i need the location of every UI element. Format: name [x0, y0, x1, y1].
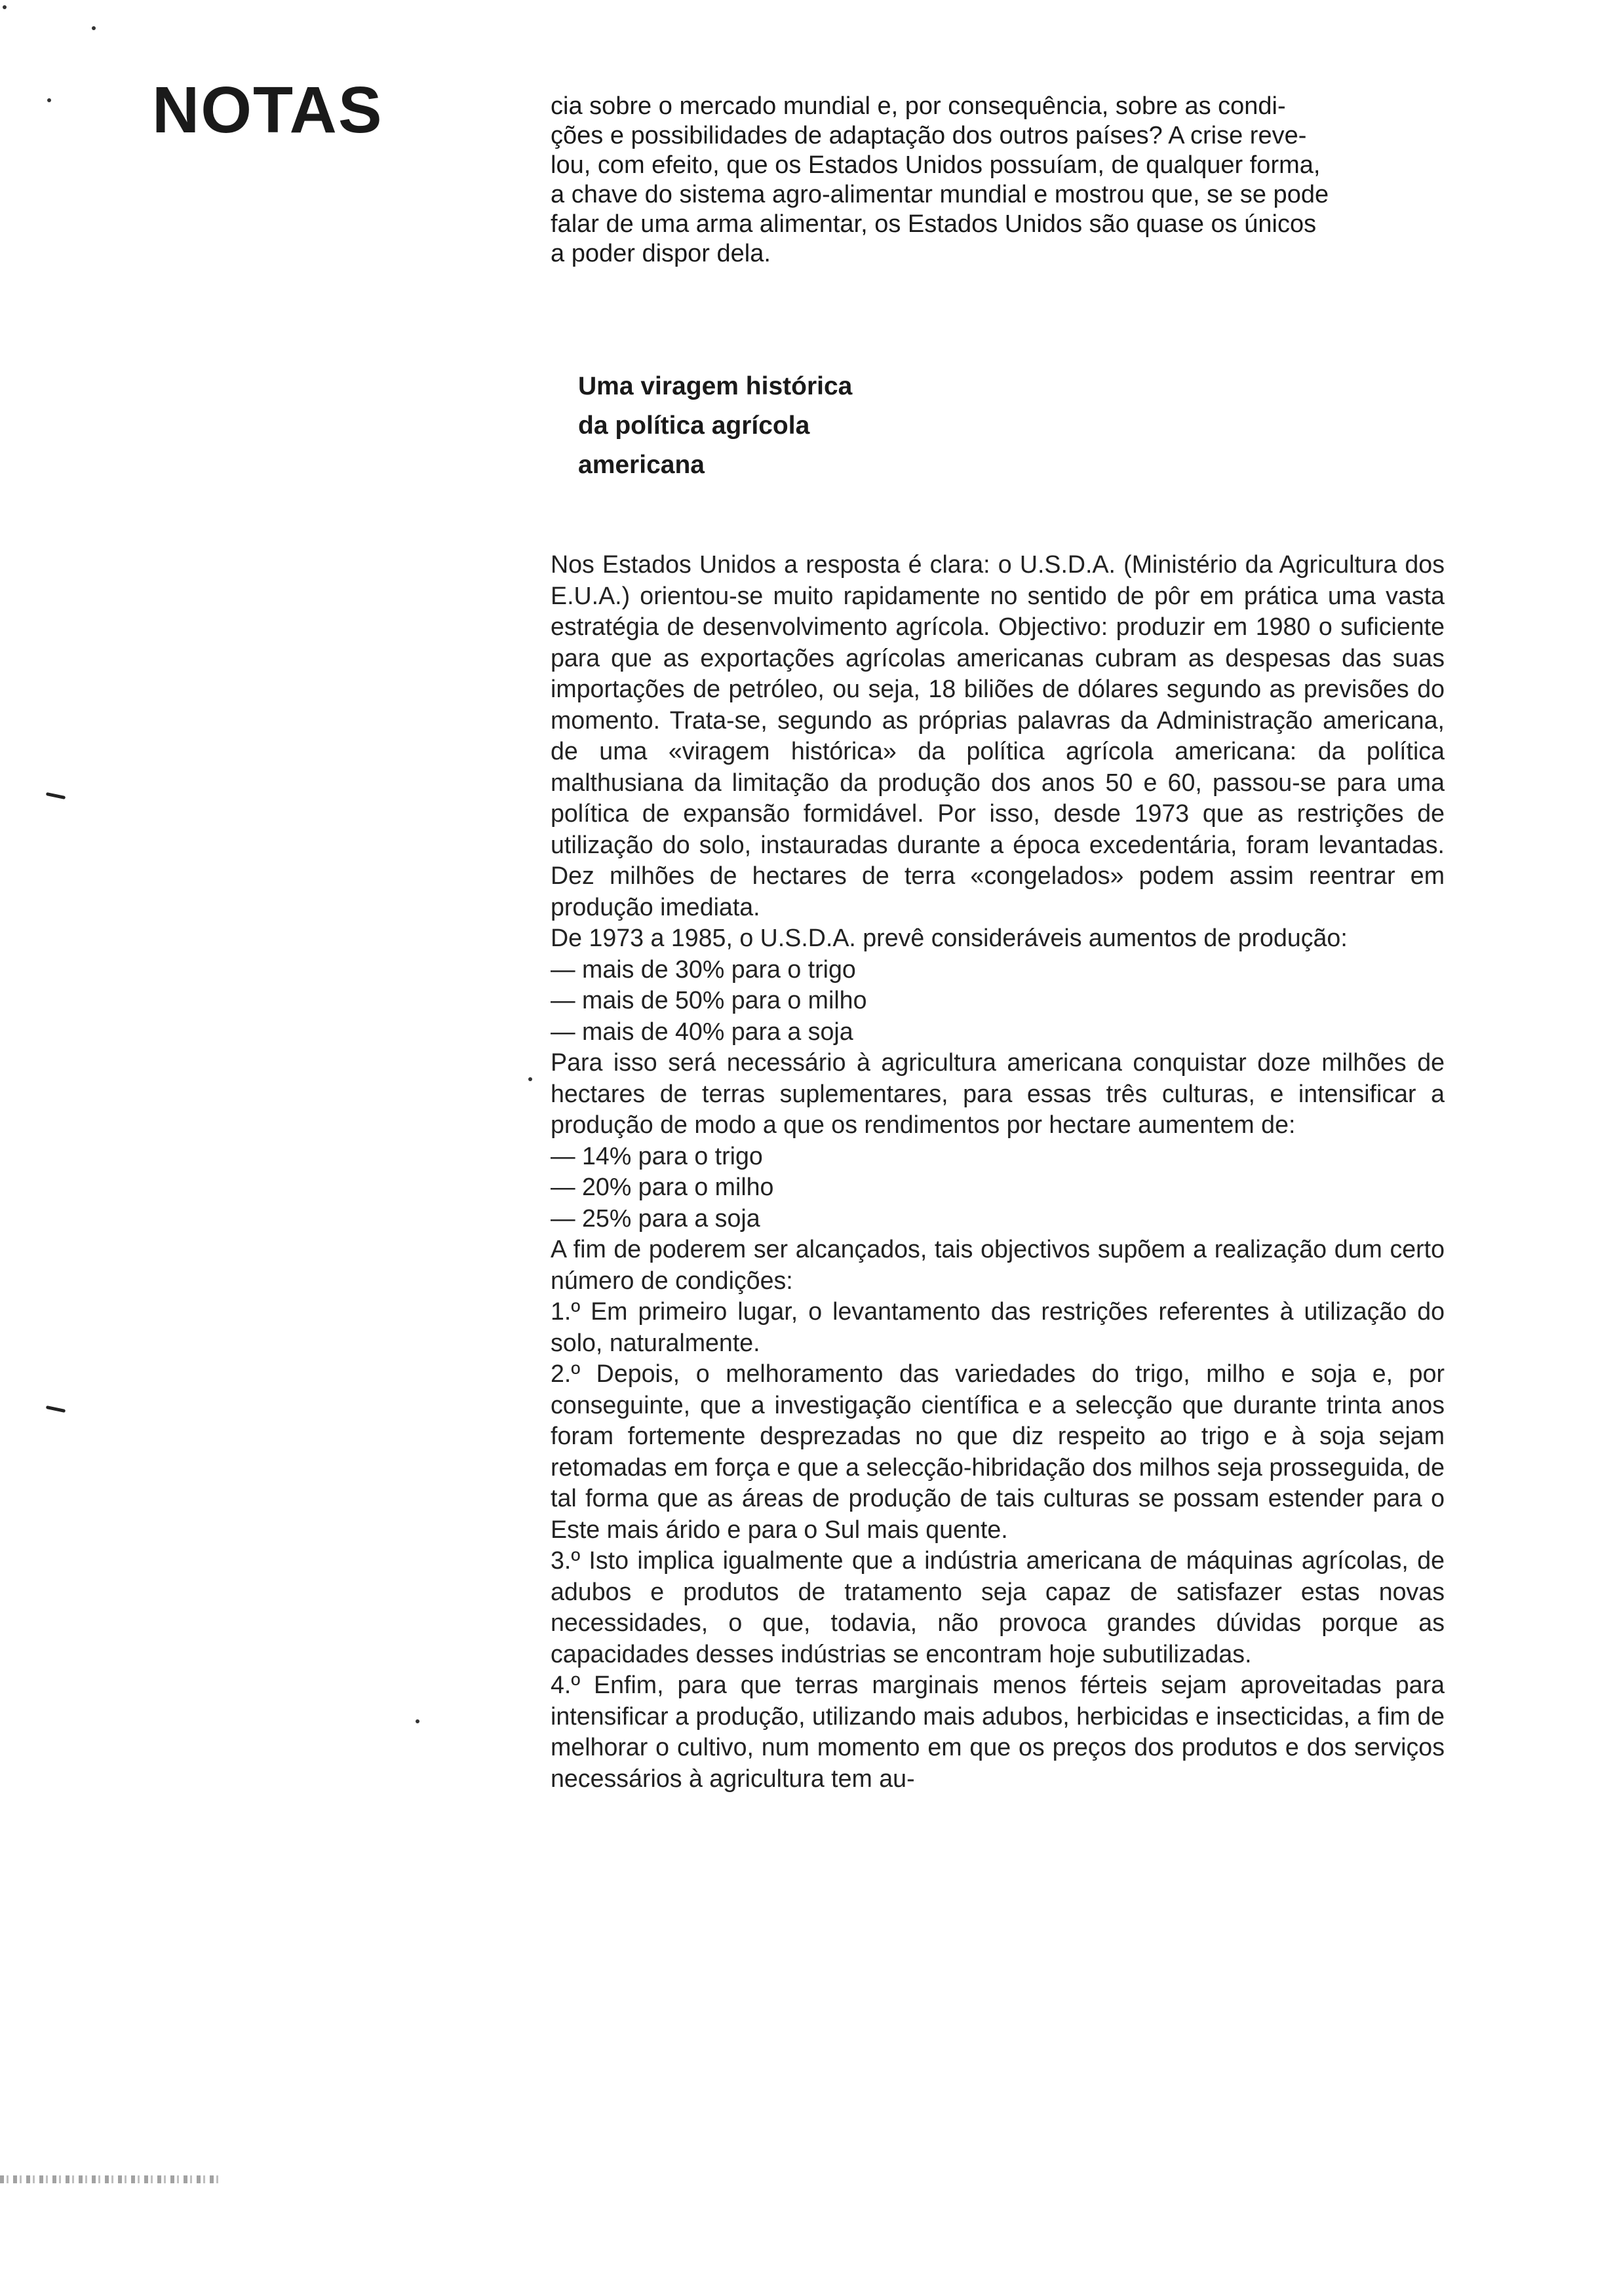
intro-line: ções e possibilidades de adaptação dos outros países? A crise reve- — [551, 122, 1307, 149]
intro-line: cia sobre o mercado mundial e, por consequência, sobre as condi- — [551, 92, 1286, 120]
list-item-yield: — 25% para a soja — [551, 1204, 760, 1232]
paragraph-land-expansion: Para isso será necessário à agricultura americana conquistar doze milhões de hectares de terras suplementares, para essas três culturas, e intensificar a produção de modo a que os rendimentos por hectare aumentem de: — [551, 1048, 1445, 1138]
intro-line: a chave do sistema agro-alimentar mundial e mostrou que, se se pode — [551, 181, 1329, 208]
section-heading — [578, 367, 852, 485]
scan-speck — [416, 1719, 419, 1723]
condition-4: 4.º Enfim, para que terras marginais menos férteis sejam aproveitadas para intensificar a produção, utilizando mais adubos, herbicidas e insecticidas, a fim de melhorar o cultivo, num momento em que os preços dos produtos e dos serviços necessários à agricultura tem au- — [551, 1671, 1445, 1792]
list-item-production: — mais de 30% para o trigo — [551, 955, 856, 983]
body-text — [551, 549, 1445, 1794]
list-item-production: — mais de 40% para a soja — [551, 1017, 853, 1045]
condition-2: 2.º Depois, o melhoramento das variedades do trigo, milho e soja e, por conseguinte, que a investigação científica e a selecção que durante trinta anos foram fortemente desprezadas no que diz respeito ao trigo e à soja sejam retomadas em força e que a selecção-hibridação dos milhos seja prosseguida, de tal forma que as áreas de produção de tais culturas se possam estender para o Este mais árido e para o Sul mais quente. — [551, 1360, 1445, 1543]
scan-speck — [3, 5, 7, 9]
condition-3: 3.º Isto implica igualmente que a indústria americana de máquinas agrícolas, de adubos e produtos de tratamento seja capaz de satisfazer estas novas necessidades, o que, todavia, não provoca grandes dúvidas porque as capacidades desses indústrias se encontram hoje subutilizadas. — [551, 1546, 1445, 1668]
margin-mark — [46, 1406, 66, 1413]
condition-1: 1.º Em primeiro lugar, o levantamento das restrições referentes à utilização do solo, naturalmente. — [551, 1297, 1445, 1356]
scan-noise — [0, 2175, 223, 2183]
intro-paragraph — [551, 92, 1445, 269]
intro-line: falar de uma arma alimentar, os Estados Unidos são quase os únicos — [551, 210, 1317, 238]
intro-line: lou, com efeito, que os Estados Unidos possuíam, de qualquer forma, — [551, 151, 1321, 179]
margin-mark — [46, 792, 66, 799]
paragraph-conditions-intro: A fim de poderem ser alcançados, tais objectivos supõem a realização dum certo número de condições: — [551, 1235, 1445, 1294]
list-item-yield: — 20% para o milho — [551, 1173, 774, 1200]
intro-line: a poder dispor dela. — [551, 240, 771, 267]
section-heading-line: da política agrícola — [578, 411, 810, 440]
paragraph-production-increase: De 1973 a 1985, o U.S.D.A. prevê consideráveis aumentos de produção: — [551, 924, 1348, 951]
scan-speck — [47, 98, 51, 102]
side-title: NOTAS — [152, 73, 383, 147]
scan-speck — [528, 1077, 532, 1081]
section-heading-line: Uma viragem histórica — [578, 372, 853, 400]
paragraph-usda-strategy: Nos Estados Unidos a resposta é clara: o U.S.D.A. (Ministério da Agricultura dos E.U.A.) orientou-se muito rapidamente no sentido de pôr em prática uma vasta estratégia de desenvolvimento agrícola. Objectivo: produzir em 1980 o suficiente para que as exportações agrícolas americanas cubram as despesas das suas importações de petróleo, ou seja, 18 biliões de dólares segundo as previsões do momento. Trata-se, segundo as próprias palavras da Administração americana, de uma «viragem histórica» da política agrícola americana: da política malthusiana da limitação da produção dos anos 50 e 60, passou-se para uma política de expansão formidável. Por isso, desde 1973 que as restrições de utilização do solo, instauradas durante a época excedentária, foram levantadas. Dez milhões de hectares de terra «congelados» podem assim reentrar em produção imediata. — [551, 550, 1445, 921]
section-heading-line: americana — [578, 451, 705, 479]
list-item-yield: — 14% para o trigo — [551, 1141, 763, 1170]
list-item-production: — mais de 50% para o milho — [551, 986, 867, 1014]
scan-speck — [92, 26, 96, 30]
